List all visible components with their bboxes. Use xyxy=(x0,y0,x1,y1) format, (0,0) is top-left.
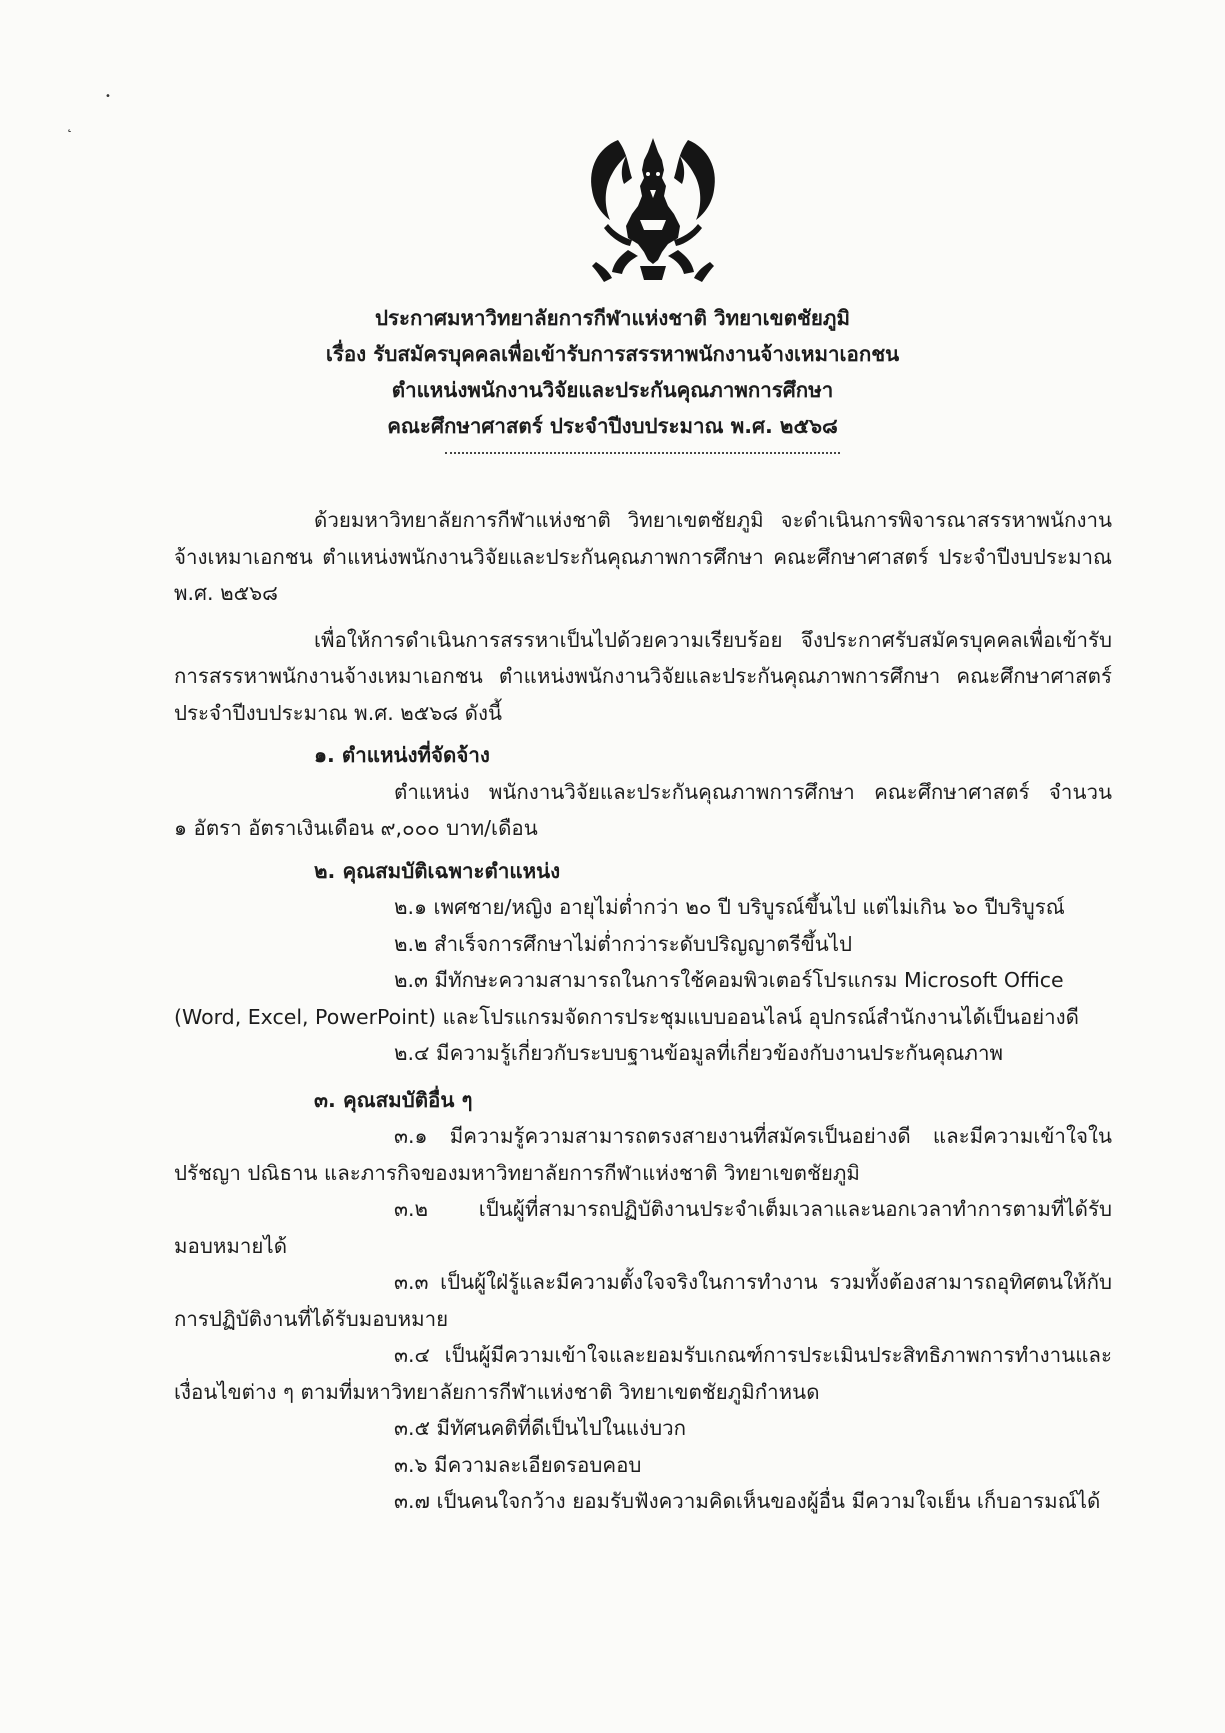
section-3-item-5: ๓.๕ มีทัศนคติที่ดีเป็นไปในแง่บวก xyxy=(394,1416,687,1440)
section-2-heading: ๒. คุณสมบัติเฉพาะตำแหน่ง xyxy=(314,858,561,883)
scan-dot: • xyxy=(105,91,111,102)
announcement-header xyxy=(150,300,1075,444)
section-2-item-2: ๒.๒ สำเร็จการศึกษาไม่ต่ำกว่าระดับปริญญาตรีขึ้นไป xyxy=(394,931,853,956)
section-1-line-2: ๑ อัตรา อัตราเงินเดือน ๙,๐๐๐ บาท/เดือน xyxy=(174,816,538,840)
section-3-item-1-line-2: ปรัชญา ปณิธาน และภารกิจของมหาวิทยาลัยการกีฬาแห่งชาติ วิทยาเขตชัยภูมิ xyxy=(174,1160,860,1185)
header-subject: เรื่อง รับสมัครบุคคลเพื่อเข้ารับการสรรหาพนักงานจ้างเหมาเอกชน xyxy=(325,342,900,366)
header-faculty-year: คณะศึกษาศาสตร์ ประจำปีงบประมาณ พ.ศ. ๒๕๖๘ xyxy=(387,414,838,438)
garuda-emblem xyxy=(578,134,728,286)
section-3-item-4-line-1: ๓.๔ เป็นผู้มีความเข้าใจและยอมรับเกณฑ์การประเมินประสิทธิภาพการทำงานและ xyxy=(394,1343,1112,1367)
section-2-item-3-line-2: (Word, Excel, PowerPoint) และโปรแกรมจัดการประชุมแบบออนไลน์ อุปกรณ์สำนักงานได้เป็นอย่างดี xyxy=(174,1004,1079,1029)
section-3-item-6: ๓.๖ มีความละเอียดรอบคอบ xyxy=(394,1452,642,1477)
section-2-item-4: ๒.๔ มีความรู้เกี่ยวกับระบบฐานข้อมูลที่เกี่ยวข้องกับงานประกันคุณภาพ xyxy=(394,1041,1003,1065)
intro-paragraph-2-line-1: เพื่อให้การดำเนินการสรรหาเป็นไปด้วยความเรียบร้อย จึงประกาศรับสมัครบุคคลเพื่อเข้ารับ xyxy=(314,627,1112,652)
section-1-line-1: ตำแหน่ง พนักงานวิจัยและประกันคุณภาพการศึกษา คณะศึกษาศาสตร์ จำนวน xyxy=(394,779,1112,804)
section-3-item-3-line-2: การปฏิบัติงานที่ได้รับมอบหมาย xyxy=(174,1306,449,1331)
section-3-item-4-line-2: เงื่อนไขต่าง ๆ ตามที่มหาวิทยาลัยการกีฬาแห่งชาติ วิทยาเขตชัยภูมิกำหนด xyxy=(174,1379,820,1404)
intro-paragraph-2-line-2: การสรรหาพนักงานจ้างเหมาเอกชน ตำแหน่งพนักงานวิจัยและประกันคุณภาพการศึกษา คณะศึกษาศาสตร์ xyxy=(174,664,1112,688)
section-2-item-1: ๒.๑ เพศชาย/หญิง อายุไม่ต่ำกว่า ๒๐ ปี บริบูรณ์ขึ้นไป แต่ไม่เกิน ๖๐ ปีบริบูรณ์ xyxy=(394,895,1065,919)
intro-paragraph-2-line-3: ประจำปีงบประมาณ พ.ศ. ๒๕๖๘ ดังนี้ xyxy=(174,700,502,725)
section-2-item-3-line-1: ๒.๓ มีทักษะความสามารถในการใช้คอมพิวเตอร์โปรแกรม Microsoft Office xyxy=(394,968,1064,992)
scan-mark: ˛ xyxy=(66,117,73,133)
header-separator xyxy=(445,452,840,454)
header-position: ตำแหน่งพนักงานวิจัยและประกันคุณภาพการศึกษา xyxy=(391,378,834,402)
header-line-1: ประกาศมหาวิทยาลัยการกีฬาแห่งชาติ วิทยาเขตชัยภูมิ xyxy=(375,306,850,330)
document-body xyxy=(174,502,1112,1520)
intro-paragraph-1-line-1: ด้วยมหาวิทยาลัยการกีฬาแห่งชาติ วิทยาเขตชัยภูมิ จะดำเนินการพิจารณาสรรหาพนักงาน xyxy=(314,508,1112,532)
section-3-item-7: ๓.๗ เป็นคนใจกว้าง ยอมรับฟังความคิดเห็นของผู้อื่น มีความใจเย็น เก็บอารมณ์ได้ xyxy=(394,1489,1101,1513)
section-3-item-2-line-1: ๓.๒ เป็นผู้ที่สามารถปฏิบัติงานประจำเต็มเวลาและนอกเวลาทำการตามที่ได้รับ xyxy=(394,1197,1112,1221)
section-3-item-2-line-2: มอบหมายได้ xyxy=(174,1233,288,1258)
intro-paragraph-1-line-3: พ.ศ. ๒๕๖๘ xyxy=(174,581,278,605)
section-3-heading: ๓. คุณสมบัติอื่น ๆ xyxy=(314,1087,473,1112)
section-1-heading: ๑. ตำแหน่งที่จัดจ้าง xyxy=(314,743,490,767)
section-3-item-1-line-1: ๓.๑ มีความรู้ความสามารถตรงสายงานที่สมัครเป็นอย่างดี และมีความเข้าใจใน xyxy=(394,1124,1112,1148)
section-3-item-3-line-1: ๓.๓ เป็นผู้ใฝ่รู้และมีความตั้งใจจริงในการทำงาน รวมทั้งต้องสามารถอุทิศตนให้กับ xyxy=(394,1270,1112,1294)
intro-paragraph-1-line-2: จ้างเหมาเอกชน ตำแหน่งพนักงานวิจัยและประกันคุณภาพการศึกษา คณะศึกษาศาสตร์ ประจำปีงบประมาณ xyxy=(174,544,1112,569)
